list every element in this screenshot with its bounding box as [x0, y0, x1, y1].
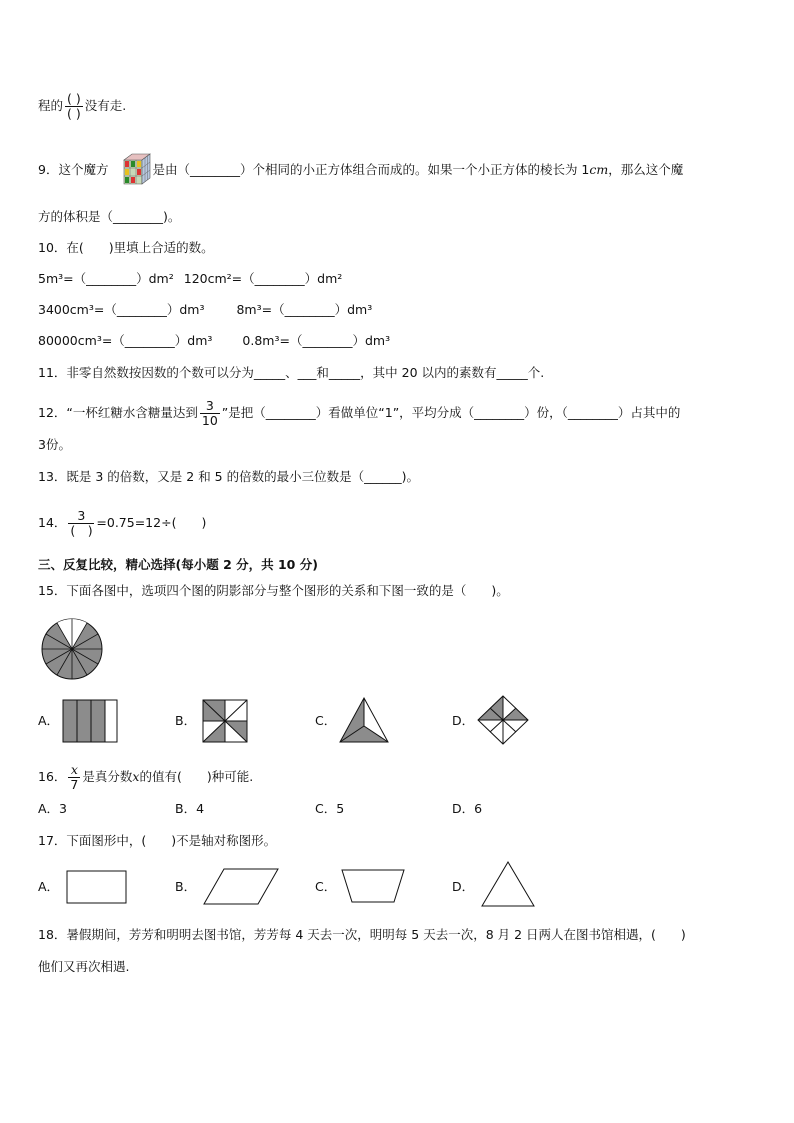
q15-option-d-label[interactable]: D．: [452, 713, 475, 728]
q10-r3a: 80000cm³=（________）dm³: [38, 333, 213, 348]
q15-option-c-triangle[interactable]: [338, 696, 390, 744]
q16-text-post: 的值有( )种可能.: [139, 769, 254, 784]
q10-row1: [38, 269, 342, 289]
q14-text-pre: 14．: [38, 515, 67, 530]
q10-row3: [38, 331, 390, 351]
section3-heading: 三、反复比较，精心选择(每小题 2 分，共 10 分): [38, 557, 318, 572]
q10-r1a: 5m³=（________）dm²: [38, 271, 174, 286]
q17-option-c-label[interactable]: C．: [315, 879, 337, 894]
q16-fraction: [68, 763, 80, 792]
q15-option-b-square[interactable]: [202, 699, 248, 743]
q15-option-d-diamond[interactable]: [476, 694, 530, 746]
q10-r2b: 8m³=（________）dm³: [236, 302, 373, 317]
rubiks-cube-icon: [122, 152, 158, 186]
q14-fraction: [68, 509, 94, 538]
q17-option-c-trapezoid[interactable]: [340, 868, 406, 904]
q16-option-d[interactable]: D．6: [452, 801, 483, 816]
q12-text-pre: 12．“一杯红糖水含糖量达到: [38, 405, 198, 420]
q15-option-a-rectangle[interactable]: [62, 699, 118, 743]
q10-r1b: 120cm²=（________）dm²: [183, 271, 343, 286]
q12-line2: 3份。: [38, 437, 71, 452]
q16-frac-num: x: [68, 763, 80, 778]
q8-tail: [38, 92, 126, 121]
q14-frac-num: 3: [68, 509, 94, 524]
q8-text-pre: 程的: [38, 98, 64, 113]
q16-option-b[interactable]: B．4: [175, 801, 205, 816]
q15-option-a-label[interactable]: A．: [38, 713, 60, 728]
q15-option-c-label[interactable]: C．: [315, 713, 337, 728]
q10-r3b: 0.8m³=（________）dm³: [242, 333, 391, 348]
q12-line1: [38, 399, 680, 428]
q9-line2: 方的体积是（________)。: [38, 209, 181, 224]
q17-option-b-label[interactable]: B．: [175, 879, 197, 894]
q13: 13．既是 3 的倍数，又是 2 和 5 的倍数的最小三位数是（______)。: [38, 469, 419, 484]
q8-fraction: [65, 92, 83, 121]
q8-frac-num: ( ): [67, 91, 81, 106]
q16-option-c[interactable]: C．5: [315, 801, 345, 816]
q15-reference-circle: [40, 617, 104, 681]
q8-text-post: 没有走.: [84, 98, 127, 113]
q8-frac-den: ( ): [67, 106, 81, 121]
q9-text-mid: 是由（________）个相同的小正方体组合而成的。如果一个小正方体的棱长为 1: [152, 162, 590, 177]
q17-stem: 17．下面图形中，( )不是轴对称图形。: [38, 833, 277, 848]
q14-text-post: =0.75=12÷( ): [96, 515, 207, 530]
q14: [38, 509, 206, 538]
q10-row2: [38, 300, 372, 320]
q12-text-post: ”是把（________）看做单位“1”，平均分成（________）份，（________）占其中的: [221, 405, 681, 420]
q18-line1: 18．暑假期间，芳芳和明明去图书馆，芳芳每 4 天去一次，明明每 5 天去一次，8 月 2 日两人在图书馆相遇，( ): [38, 927, 686, 942]
q9-unit: cm: [589, 162, 609, 177]
q16-var: x: [132, 769, 140, 784]
q15-stem: 15．下面各图中，选项四个图的阴影部分与整个图形的关系和下图一致的是（ )。: [38, 583, 509, 598]
q16-text-mid: 是真分数: [82, 769, 133, 784]
q15-option-b-label[interactable]: B．: [175, 713, 197, 728]
q10-stem: 10．在( )里填上合适的数。: [38, 240, 214, 255]
q16-text-pre: 16．: [38, 769, 67, 784]
q12-fraction: [200, 399, 220, 428]
q18-line2: 他们又再次相遇.: [38, 959, 130, 974]
q17-option-b-parallelogram[interactable]: [202, 868, 280, 906]
q16-stem: [38, 763, 253, 792]
q9-text-pre: 9．这个魔方: [38, 162, 109, 177]
q16-option-a[interactable]: A．3: [38, 801, 68, 816]
q17-option-a-label[interactable]: A．: [38, 879, 60, 894]
q12-frac-den: 10: [201, 413, 218, 428]
q11: 11．非零自然数按因数的个数可以分为_____、___和_____，其中 20 以内的素数有_____个.: [38, 365, 545, 380]
q14-frac-den: ( ): [70, 523, 93, 538]
q17-option-a-rectangle[interactable]: [66, 870, 128, 904]
q9-text-post: ，那么这个魔: [608, 162, 684, 177]
q17-option-d-label[interactable]: D．: [452, 879, 475, 894]
q16-frac-den: 7: [70, 777, 79, 792]
q17-option-d-triangle[interactable]: [480, 860, 536, 908]
q10-r2a: 3400cm³=（________）dm³: [38, 302, 205, 317]
q12-frac-num: 3: [200, 399, 220, 414]
